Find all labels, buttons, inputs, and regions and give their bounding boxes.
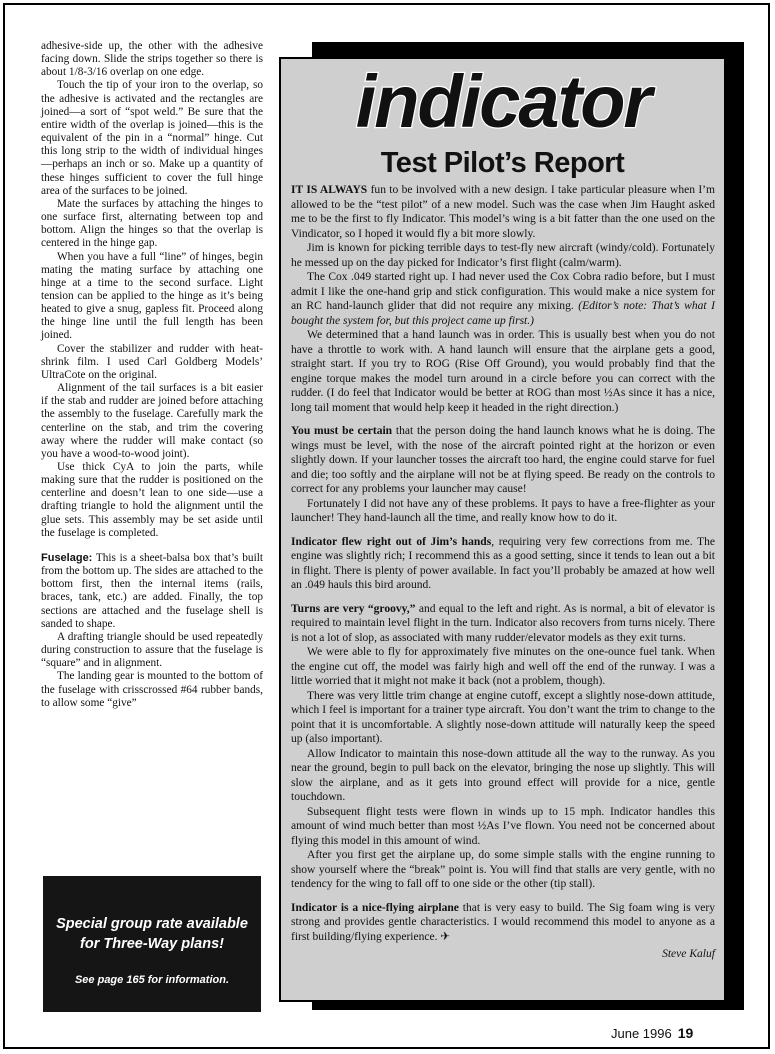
- report-paragraph: [291, 747, 715, 805]
- report-paragraph: [291, 602, 715, 646]
- article-column-left: [41, 40, 263, 710]
- paragraph: Cover the stabilizer and rudder with heat-shrink film. I used Carl Goldberg Models’ UltraCote on the original.: [41, 342, 263, 381]
- test-pilot-sidebar: [279, 57, 726, 1002]
- report-paragraph: [291, 805, 715, 849]
- report-paragraph: [291, 424, 715, 497]
- paragraph: adhesive-side up, the other with the adhesive facing down. Slide the strips together so there is about 1/8-3/16 overlap on one edge.: [41, 40, 263, 79]
- paragraph-text: Jim is known for picking terrible days to test-fly new aircraft (windy/cold). Fortunately he messed up on the day picked for Indicator’s first flight (calm/warm).: [291, 242, 715, 269]
- promo-line-1: Special group rate available: [56, 916, 248, 932]
- paragraph-text: Subsequent flight tests were flown in winds up to 15 mph. Indicator handles this amount of wind much better than most ½As I’ve flown. You need not be concerned about flying this model in this amount of wind.: [291, 805, 715, 847]
- paragraph: Alignment of the tail surfaces is a bit easier if the stab and rudder are joined before attaching the assembly to the fuselage. Carefully mark the centerline on the stab, and trim the covering away where the rudder will make contact (so you have a wood-to-wood joint).: [41, 382, 263, 460]
- promo-box: [43, 876, 261, 1012]
- paragraph: The landing gear is mounted to the bottom of the fuselage with crisscrossed #64 rubber bands, to allow some “give”: [41, 670, 263, 709]
- promo-info: See page 165 for information.: [74, 974, 230, 986]
- fuselage-text: This is a sheet-balsa box that’s built from the bottom up. The sides are attached to the bottom first, then the internal items (rails, braces, tank, etc.) are added. Finally, the top sections are attached and the fuselage shell is sanded to shape.: [41, 551, 263, 630]
- paragraph: A drafting triangle should be used repeatedly during construction to assure that the fuselage is “square” and in alignment.: [41, 630, 263, 670]
- report-paragraph: [291, 645, 715, 689]
- indicator-logo: [333, 65, 673, 143]
- report-paragraph: [291, 535, 715, 593]
- report-paragraph: [291, 848, 715, 892]
- paragraph-text: fun to be involved with a new design. I take particular pleasure when I’m allowed to be the “test pilot” of a new model. Such was the case when Jim Haught asked me to be the first to fly Indicator. This model’s wing is a bit fatter than the one used on the Vindicator, so I hoped it would fly a bit more slowly.: [291, 184, 715, 240]
- paragraph-text: Allow Indicator to maintain this nose-down attitude all the way to the runway. As you near the ground, begin to pull back on the elevator, bringing the nose up slightly. This will slow the airplane, and as it gets into ground effect will provide for a nice, gentle touchdown.: [291, 747, 715, 803]
- paragraph-text: After you first get the airplane up, do some simple stalls with the engine running to show yourself where the “break” point is. You will find that stalls are very gentle, with no tendency for the wing to fall off to one side or the other (tip stall).: [291, 849, 715, 890]
- fuselage-heading: Fuselage:: [41, 551, 93, 564]
- paragraph-text: that the person doing the hand launch knows what he is doing. The wings must be level, with the nose of the aircraft pointed right at the horizon or even slightly down. If your launcher tosses the aircraft too hard, the engine could starve for fuel and die; too softly and the airplane will not be at flying speed. Be ready on the controls to correct for any problems your launcher may cause!: [291, 425, 716, 495]
- paragraph-text: Fortunately I did not have any of these problems. It pays to have a free-flighter as your launcher! They hand-launch all the time, and really know how to do it.: [291, 497, 715, 524]
- report-paragraph: [291, 270, 715, 328]
- paragraph-lead: You must be certain: [291, 425, 393, 437]
- paragraph: Use thick CyA to join the parts, while making sure that the rudder is positioned on the centerline and doesn’t lean to one side—use a drafting triangle to hold the alignment until the glue sets. This assembly may be set aside until the fuselage is completed.: [41, 461, 263, 539]
- paragraph: Mate the surfaces by attaching the hinges to one surface first, alternating between top and bottom. Align the hinges so that the overlap is centered in the hinge gap.: [41, 197, 263, 250]
- paragraph-text: There was very little trim change at engine cutoff, except a slightly nose-down attitude, which I feel is important for a trainer type aircraft. You don’t want the trim to change to the point that it is uncomfortable. A slightly nose-down attitude will naturally keep the speed up (also important).: [291, 689, 715, 745]
- logo-text: indicator: [355, 65, 651, 143]
- report-body: [291, 183, 715, 962]
- page-footer: [611, 1025, 693, 1041]
- report-paragraph: [291, 497, 715, 526]
- promo-headline: [43, 914, 261, 954]
- paragraph-lead: Turns are very “groovy,”: [291, 602, 416, 615]
- fuselage-paragraph: [41, 552, 263, 631]
- report-paragraph: [291, 241, 715, 270]
- paragraph-text: We determined that a hand launch was in order. This is usually best when you do not have a throttle to work with. A hand launch will ensure that the airplane gets a good, straight start. If you try to ROG (Rise Off Ground), you would probably find that the engine torque makes the model turn around in a circle before you can correct with the rudder. (I do feel that Indicator would be better at ROG than most ½As since it has a nice, long tail moment that would help keep it headed in the right direction.): [291, 329, 715, 414]
- issue-date: June 1996: [611, 1026, 672, 1041]
- editors-note: (Editor’s note: That’s what I bought the system for, but this project came up first.): [291, 300, 715, 327]
- paragraph: When you have a full “line” of hinges, begin mating the mating surface by attaching one hinge at a time to the second surface. Light tension can be applied to the hinge as it’s being heated to give a snug, gapless fit. Proceed along the hinge line until the full length has been joined.: [41, 250, 263, 342]
- paragraph-lead: IT IS ALWAYS: [291, 184, 368, 196]
- report-paragraph: [291, 183, 715, 241]
- author-signature: Steve Kaluf: [662, 948, 715, 960]
- page-number: 19: [677, 1025, 694, 1041]
- promo-line-2: for Three-Way plans!: [80, 936, 224, 952]
- paragraph-lead: Indicator flew right out of Jim’s hands: [291, 535, 492, 548]
- report-paragraph: [291, 328, 715, 415]
- sidebar-title: Test Pilot’s Report: [380, 147, 625, 179]
- paragraph-text: and equal to the left and right. As is normal, a bit of elevator is required to maintain level flight in the turn. Indicator also recovers from turns nicely. There is not a lot of slop, as associated with many rudder/elevator models as they exit turns.: [291, 602, 715, 644]
- paragraph-text: We were able to fly for approximately five minutes on the one-ounce fuel tank. When the engine cut off, the model was fairly high and well off the end of the runway. I was a little worried that it might not make it back (not a problem, though).: [291, 646, 715, 687]
- paragraph-text: , requiring very few corrections from me. The engine was slightly rich; I recommend this as a good setting, since it tends to lean out a bit in flight. There is plenty of power available. In fact you’ll probably be amazed at how well an .049 hauls this bird around.: [291, 535, 715, 591]
- paragraph-lead: Indicator is a nice-flying airplane: [291, 901, 459, 914]
- paragraph-text: that is very easy to build. The Sig foam wing is very strong and provides gentle characteristics. I would recommend this model to anyone as a first building/flying experience. ✈: [291, 901, 715, 943]
- report-paragraph: [291, 901, 715, 945]
- paragraph-text: The Cox .049 started right up. I had never used the Cox Cobra radio before, but I must admit I like the one-hand grip and stick configuration. This would make a nice system for an RC hand-launch glider that did not require any mixing.: [291, 271, 715, 312]
- report-paragraph: [291, 689, 715, 747]
- paragraph: Touch the tip of your iron to the overlap, so the adhesive is activated and the rectangles are joined—a sort of “spot weld.” Be sure that the entire width of the overlap is joined—this is the equivalent of the pin in a “normal” hinge. Cut this long strip to the width of individual hinges—perhaps an inch or so. Make up a quantity of these hinges sufficient to cover the full hinge area of the surfaces to be joined.: [41, 79, 263, 197]
